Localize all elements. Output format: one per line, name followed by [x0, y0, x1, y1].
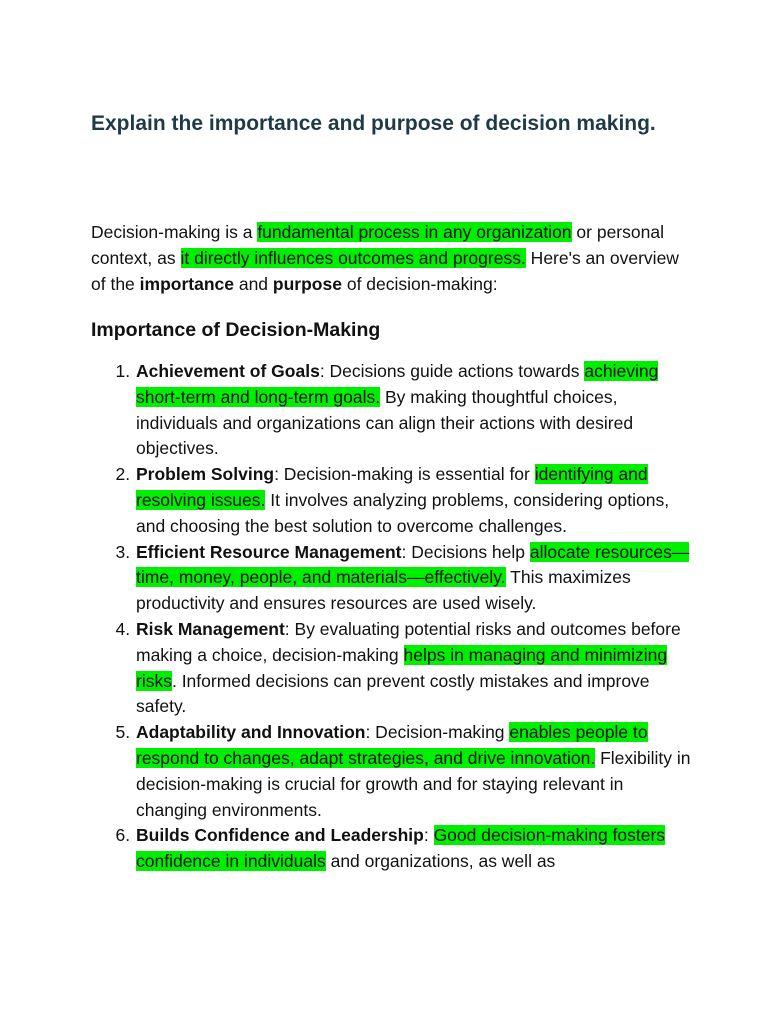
section-heading: Importance of Decision-Making	[91, 319, 381, 341]
intro-text: of decision-making:	[341, 274, 498, 294]
list-item-title: Adaptability and Innovation	[136, 722, 366, 743]
list-item-text: : Decision-making is essential for	[274, 464, 535, 485]
intro-highlight: fundamental process in any organization	[257, 222, 572, 242]
list-item-text: Flexibility in decision-making is crucial for growth and for staying relevant in changing environments.	[136, 747, 691, 820]
list-item-text: By making thoughtful choices, individuals and organizations can align their actions with desired objectives.	[136, 386, 634, 459]
importance-list	[91, 359, 691, 875]
intro-highlight: it directly influences outcomes and progress.	[180, 248, 526, 268]
list-item-text: . Informed decisions can prevent costly mistakes and improve safety.	[136, 670, 650, 717]
list-item-title: Risk Management	[136, 618, 285, 639]
list-item-highlight: helps in managing and minimizing risks	[136, 644, 668, 691]
intro-bold-importance: importance	[139, 274, 234, 294]
list-item-highlight: allocate resources—time, money, people, and materials—effectively.	[136, 541, 690, 588]
list-item-title: Efficient Resource Management	[136, 541, 402, 562]
list-item	[135, 720, 691, 823]
list-item-title: Achievement of Goals	[136, 361, 320, 381]
list-item-title: Problem Solving	[136, 464, 275, 485]
list-item	[135, 359, 691, 462]
list-item-text: : By evaluating potential risks and outcomes before making a choice, decision-making	[136, 618, 681, 665]
list-item-highlight: Good decision-making fosters confidence in individuals	[136, 825, 666, 872]
list-item	[135, 823, 691, 875]
list-item	[135, 462, 691, 539]
list-item-text: : Decision-making	[365, 722, 510, 743]
list-item-title: Builds Confidence and Leadership	[136, 825, 424, 846]
list-item	[135, 540, 691, 617]
page-title: Explain the importance and purpose of decision making.	[91, 112, 656, 135]
list-item-highlight: achieving short-term and long-term goals.	[136, 361, 659, 407]
list-item-highlight: enables people to respond to changes, adapt strategies, and drive innovation.	[136, 722, 648, 768]
intro-text: Here's an overview of the	[91, 248, 679, 294]
list-item-text: and organizations, as well as	[325, 851, 556, 872]
intro-text: or personal context, as	[91, 222, 664, 268]
intro-text: Decision-making is a	[91, 222, 258, 242]
list-item-text: : Decisions guide actions towards	[319, 361, 585, 381]
list-item-text: : Decisions help	[401, 541, 530, 562]
document-content	[91, 108, 691, 875]
intro-bold-purpose: purpose	[272, 274, 342, 294]
list-item-text: It involves analyzing problems, considering options, and choosing the best solution to overcome challenges.	[136, 489, 670, 536]
intro-paragraph	[91, 219, 691, 297]
list-item-text: :	[423, 825, 434, 846]
list-item-text: This maximizes productivity and ensures resources are used wisely.	[136, 567, 631, 614]
list-item	[135, 617, 691, 720]
intro-text: and	[233, 274, 273, 294]
list-item-highlight: identifying and resolving issues.	[136, 464, 648, 510]
